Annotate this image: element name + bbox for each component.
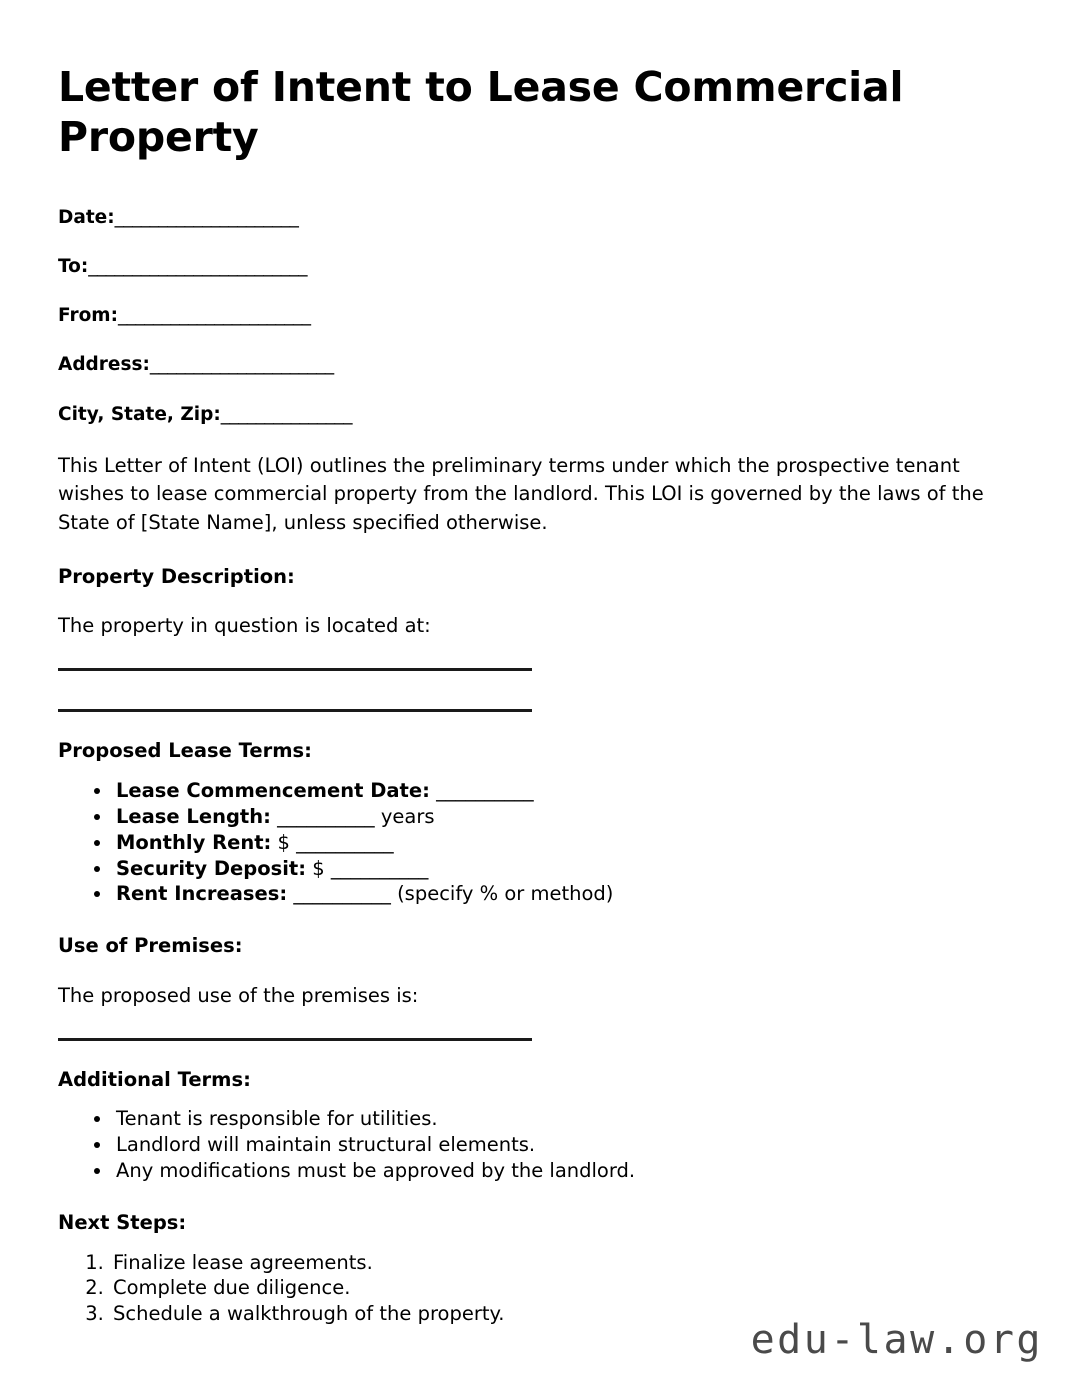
page-title: Letter of Intent to Lease Commercial Property (58, 63, 904, 162)
list-item (113, 804, 1016, 830)
field-city-state-zip-label: City, State, Zip: (58, 403, 221, 425)
term-suffix: years (374, 804, 435, 828)
list-item: • Any modifications must be approved by the landlord. (113, 1158, 1016, 1184)
list-item (113, 830, 1016, 856)
list-item: • Landlord will maintain structural elements. (113, 1132, 1016, 1158)
field-to-label: To: (58, 256, 89, 278)
heading-next-steps: Next Steps: (58, 1211, 187, 1235)
term-blank[interactable]: __________ (429, 778, 534, 802)
use-of-premises-blank-line-1[interactable] (58, 1038, 532, 1041)
property-description-blank-line-2[interactable] (58, 709, 532, 712)
field-date-label: Date: (58, 206, 115, 228)
property-description-blank-line-1[interactable] (58, 668, 532, 671)
use-of-premises-lead: The proposed use of the premises is: (58, 983, 419, 1007)
term-label: Lease Commencement Date: (116, 778, 430, 802)
heading-proposed-lease-terms: Proposed Lease Terms: (58, 739, 312, 763)
term-suffix: (specify % or method) (390, 882, 614, 906)
proposed-lease-terms-list (58, 778, 1016, 908)
heading-additional-terms: Additional Terms: (58, 1068, 251, 1092)
term-label: Monthly Rent: (116, 830, 272, 854)
list-item: 2. Complete due diligence. (110, 1275, 1016, 1301)
heading-use-of-premises: Use of Premises: (58, 934, 243, 958)
field-from-label: From: (58, 305, 118, 327)
site-watermark: edu-law.org (750, 1317, 1043, 1363)
field-city-state-zip-blank[interactable]: _______________ (220, 403, 353, 425)
field-address-label: Address: (58, 354, 150, 376)
field-date (58, 207, 1016, 229)
heading-property-description: Property Description: (58, 564, 295, 588)
field-to (58, 256, 1016, 278)
list-item (113, 778, 1016, 804)
term-blank[interactable]: __________ (289, 830, 394, 854)
intro-paragraph: This Letter of Intent (LOI) outlines the preliminary terms under which the prospective tenant wishes to lease commercial property from the landlord. This LOI is governed by the laws of the State of [State Name], unless specified otherwise. (58, 453, 984, 535)
property-description-lead: The property in question is located at: (58, 614, 431, 638)
term-label: Rent Increases: (116, 882, 288, 906)
list-item: 1. Finalize lease agreements. (110, 1250, 1016, 1276)
additional-terms-list (58, 1106, 1016, 1184)
list-item: 3. Schedule a walkthrough of the property. (110, 1301, 1016, 1327)
term-label: Security Deposit: (116, 856, 307, 880)
field-city-state-zip (58, 404, 1016, 426)
term-currency-prefix: $ (306, 856, 325, 880)
list-item (113, 881, 1016, 907)
term-blank[interactable]: __________ (287, 882, 391, 906)
term-blank[interactable]: __________ (270, 804, 375, 828)
term-blank[interactable]: __________ (324, 856, 429, 880)
document-content (58, 62, 1016, 1327)
term-label: Lease Length: (116, 804, 271, 828)
next-steps-list (58, 1250, 1016, 1328)
list-item: • Tenant is responsible for utilities. (113, 1106, 1016, 1132)
field-address (58, 354, 1016, 376)
list-item (113, 856, 1016, 882)
field-from-blank[interactable]: ______________________ (117, 305, 311, 327)
field-from (58, 305, 1016, 327)
field-date-blank[interactable]: _____________________ (114, 206, 299, 228)
term-currency-prefix: $ (271, 830, 290, 854)
field-address-blank[interactable]: _____________________ (149, 354, 334, 376)
field-to-blank[interactable]: _________________________ (88, 256, 308, 278)
